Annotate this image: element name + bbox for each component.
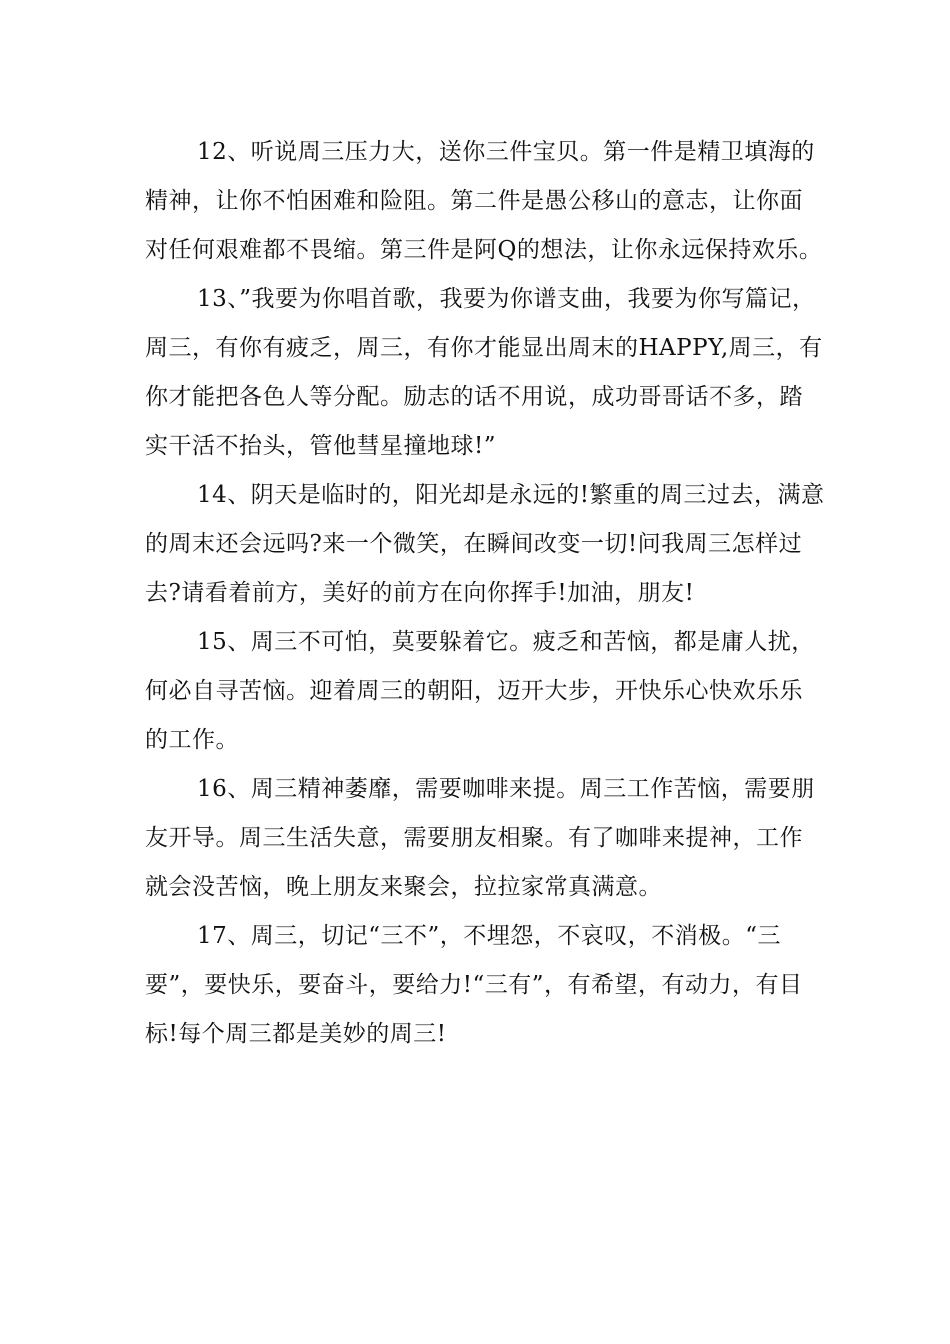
paragraph-16: 16、周三精神萎靡，需要咖啡来提。周三工作苦恼，需要朋友开导。周三生活失意，需要朋友相聚。有了咖啡来提神，工作就会没苦恼，晚上朋友来聚会，拉拉家常真满意。 [145,776,815,900]
paragraph-17: 17、周三，切记“三不”，不埋怨，不哀叹，不消极。“三要”，要快乐，要奋斗，要给力!“三有”，有希望，有动力，有目标!每个周三都是美妙的周三! [145,923,803,1047]
paragraph-14: 14、阴天是临时的，阳光却是永远的!繁重的周三过去，满意的周末还会远吗?来一个微笑，在瞬间改变一切!问我周三怎样过去?请看着前方，美好的前方在向你挥手!加油，朋友! [145,482,825,606]
document-body [145,128,825,1059]
paragraph-15: 15、周三不可怕，莫要躲着它。疲乏和苦恼，都是庸人扰，何必自寻苦恼。迎着周三的朝阳，迈开大步，开快乐心快欢乐乐的工作。 [145,629,815,753]
paragraph-12: 12、听说周三压力大，送你三件宝贝。第一件是精卫填海的精神，让你不怕困难和险阻。第二件是愚公移山的意志，让你面对任何艰难都不畏缩。第三件是阿Q的想法，让你永远保持欢乐。 [145,139,823,263]
paragraph-13: 13、”我要为你唱首歌，我要为你谱支曲，我要为你写篇记，周三，有你有疲乏，周三，有你才能显出周末的HAPPY,周三，有你才能把各色人等分配。励志的话不用说，成功哥哥话不多，踏实干活不抬头，管他彗星撞地球!” [145,286,823,459]
